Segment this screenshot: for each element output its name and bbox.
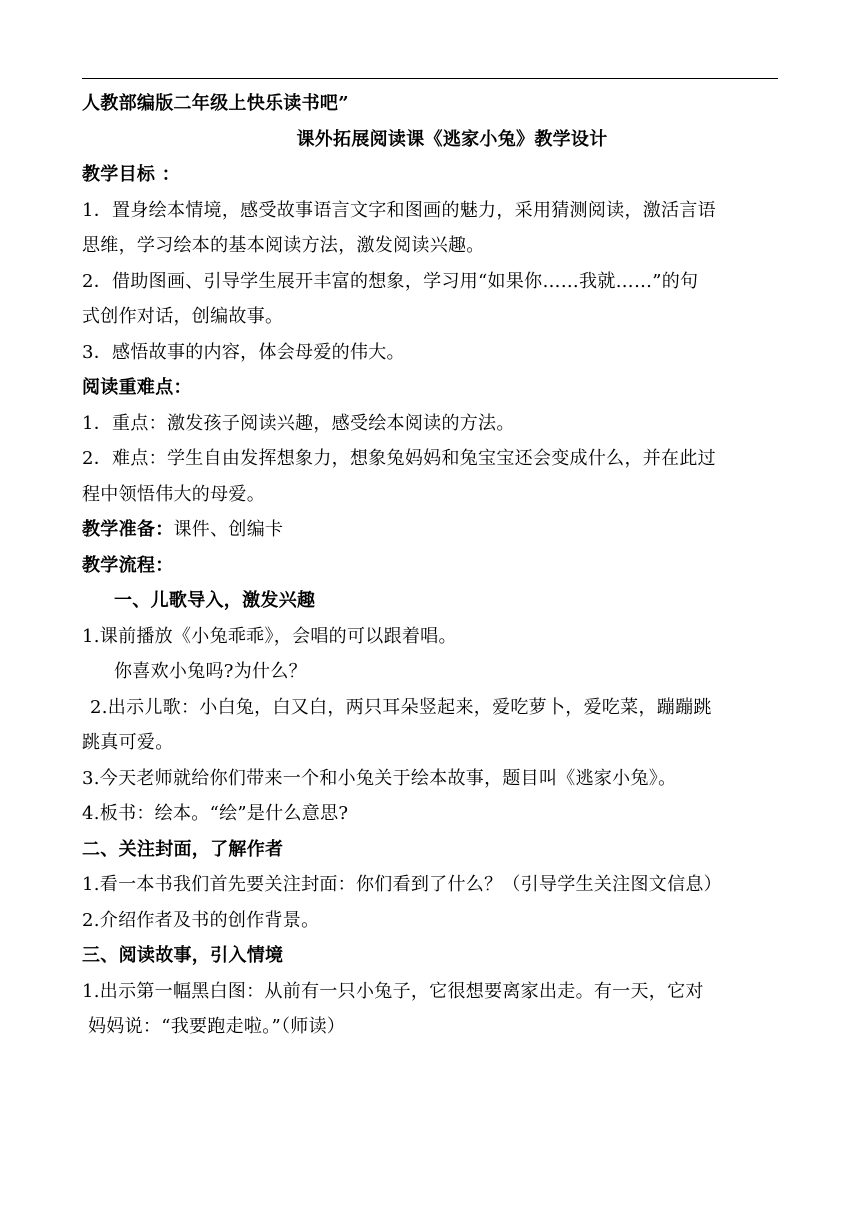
section-2-item-2: 2.介绍作者及书的创作背景。 bbox=[82, 909, 320, 931]
section-3-item-1-line-2: 妈妈说：“我要跑走啦。”（师读） bbox=[88, 1016, 346, 1037]
objective-item-2-line-1: 2．借助图画、引导学生展开丰富的想象，学习用“如果你……我就……”的句 bbox=[82, 270, 699, 292]
section-1-item-1-question: 你喜欢小兔吗?为什么？ bbox=[114, 661, 307, 682]
objective-item-2-line-2: 式创作对话，创编故事。 bbox=[82, 306, 284, 327]
section-1-heading: 一、儿歌导入，激发兴趣 bbox=[114, 590, 316, 611]
keypoints-heading: 阅读重难点： bbox=[82, 377, 192, 398]
section-2-item-1: 1.看一本书我们首先要关注封面：你们看到了什么？（引导学生关注图文信息） bbox=[82, 874, 722, 895]
objectives-heading: 教学目标 ： bbox=[82, 164, 181, 185]
section-3-heading: 三、阅读故事，引入情境 bbox=[82, 945, 284, 966]
section-1-item-2-line-2: 跳真可爱。 bbox=[82, 732, 174, 753]
header-rule bbox=[82, 78, 778, 79]
process-heading: 教学流程： bbox=[82, 554, 174, 576]
objective-item-1-line-2: 思维，学习绘本的基本阅读方法，激发阅读兴趣。 bbox=[82, 235, 485, 256]
document-title: 课外拓展阅读课《逃家小兔》教学设计 bbox=[296, 128, 608, 150]
keypoint-item-2-line-2: 程中领悟伟大的母爱。 bbox=[82, 483, 265, 505]
section-2-heading: 二、关注封面，了解作者 bbox=[82, 838, 284, 860]
preparation-line bbox=[82, 512, 782, 548]
section-3-item-1-line-1: 1.出示第一幅黑白图：从前有一只小兔子，它很想要离家出走。有一天，它对 bbox=[82, 980, 704, 1002]
keypoint-item-2-line-1: 2．难点：学生自由发挥想象力，想象兔妈妈和兔宝宝还会变成什么，并在此过 bbox=[82, 448, 716, 469]
section-1-item-4: 4.板书：绘本。“绘”是什么意思? bbox=[82, 803, 349, 824]
keypoint-item-1: 1．重点：激发孩子阅读兴趣，感受绘本阅读的方法。 bbox=[82, 412, 515, 434]
section-1-item-2-line-1: 2.出示儿歌：小白兔，白又白，两只耳朵竖起来，爱吃萝卜，爱吃菜，蹦蹦跳 bbox=[90, 696, 712, 718]
section-1-item-1: 1.课前播放《小兔乖乖》，会唱的可以跟着唱。 bbox=[82, 625, 457, 647]
preparation-label: 教学准备： bbox=[82, 519, 174, 540]
section-1-item-3: 3.今天老师就给你们带来一个和小兔关于绘本故事，题目叫《逃家小兔》。 bbox=[82, 767, 677, 789]
objective-item-3: 3．感悟故事的内容，体会母爱的伟大。 bbox=[82, 341, 405, 363]
preparation-value: 课件、创编卡 bbox=[173, 519, 284, 540]
objective-item-1-line-1: 1．置身绘本情境，感受故事语言文字和图画的魅力，采用猜测阅读，激活言语 bbox=[82, 199, 716, 221]
header-line: 人教部编版二年级上快乐读书吧” bbox=[82, 93, 349, 114]
document-body bbox=[82, 86, 782, 1045]
